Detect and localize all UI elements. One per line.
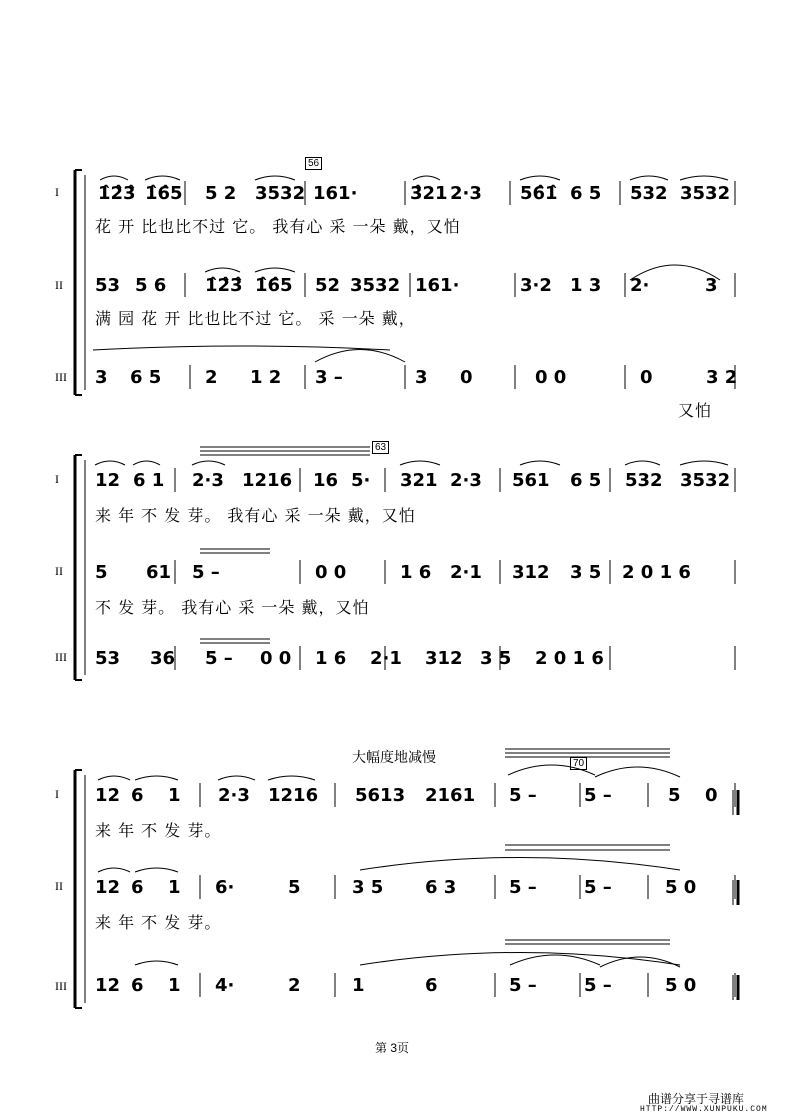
short-slur: [133, 461, 160, 465]
note-group: 6·: [215, 877, 235, 898]
note-group: 0 0: [315, 562, 347, 583]
part-label: II: [55, 564, 63, 578]
note-group: 1̂6̂5: [255, 275, 293, 296]
part-label: II: [55, 879, 63, 893]
lyric-line: 花 开 比也比不过 它。 我有心 采 一朵 戴，又怕: [95, 217, 461, 236]
note-group: 16: [313, 470, 339, 491]
note-group: 5 2: [205, 183, 237, 204]
note-group: 52: [315, 275, 341, 296]
slur: [315, 350, 405, 363]
note-group: 3 2: [706, 367, 738, 388]
note-group: 161·: [415, 275, 460, 296]
note-group: 161·: [313, 183, 358, 204]
note-group: 3 5: [480, 648, 512, 669]
note-group: 1216: [268, 785, 319, 806]
lyric-line: 来 年 不 发 芽。: [95, 913, 222, 932]
note-group: 3532: [350, 275, 401, 296]
note-group: 5 0: [665, 975, 697, 996]
note-group: 3 5: [352, 877, 384, 898]
page-number: 第 3页: [375, 1041, 410, 1055]
note-group: 1 2: [250, 367, 282, 388]
note-group: 56̂1̂: [520, 183, 558, 204]
note-group: 2·1: [370, 648, 402, 669]
note-group: 3532: [680, 470, 731, 491]
note-group: 12: [95, 785, 121, 806]
short-slur: [625, 461, 660, 465]
short-slur: [95, 461, 125, 465]
note-group: 2: [205, 367, 218, 388]
note-group: 5 6: [135, 275, 167, 296]
short-slur: [680, 461, 728, 465]
note-group: 3: [95, 367, 108, 388]
note-group: 2 0 1 6: [622, 562, 691, 583]
slur: [360, 858, 680, 871]
note-group: 1 6: [315, 648, 347, 669]
note-group: 6: [131, 877, 144, 898]
note-group: 1: [168, 785, 181, 806]
slur: [93, 346, 390, 350]
note-group: 2·3: [192, 470, 224, 491]
note-group: 5 –: [509, 877, 537, 898]
note-group: 0: [640, 367, 653, 388]
note-group: 1: [168, 975, 181, 996]
note-group: 6: [425, 975, 438, 996]
note-group: 3 5: [570, 562, 602, 583]
note-group: 5 –: [584, 975, 612, 996]
note-group: 3532: [680, 183, 731, 204]
note-group: 1216: [242, 470, 293, 491]
note-group: 53: [95, 648, 121, 669]
part-label: I: [55, 185, 59, 199]
rehearsal-mark: 56: [305, 157, 322, 170]
lyric-line: 不 发 芽。 我有心 采 一朵 戴，又怕: [95, 598, 370, 617]
rehearsal-mark: 70: [570, 757, 587, 770]
short-slur: [98, 868, 130, 872]
note-group: 2·1: [450, 562, 482, 583]
footer-site: HTTP://WWW.XUNPUKU.COM: [640, 1105, 768, 1114]
note-group: 0 0: [535, 367, 567, 388]
note-group: 0: [460, 367, 473, 388]
note-group: 6 3: [425, 877, 457, 898]
part-label: III: [55, 650, 67, 664]
note-group: 5: [288, 877, 301, 898]
note-group: 3·2: [520, 275, 552, 296]
slur: [360, 953, 680, 966]
footer-credit: 曲谱分享于寻谱库: [648, 1092, 745, 1106]
note-group: 5613: [355, 785, 406, 806]
short-slur: [520, 176, 560, 180]
note-group: 321: [400, 470, 438, 491]
short-slur: [205, 268, 240, 272]
note-group: 6 1: [133, 470, 165, 491]
note-group: 3: [415, 367, 428, 388]
note-group: 4·: [215, 975, 235, 996]
lyric-line: 来 年 不 发 芽。: [95, 821, 222, 840]
short-slur: [218, 776, 255, 780]
part-label: I: [55, 787, 59, 801]
note-group: 1: [352, 975, 365, 996]
part-label: III: [55, 979, 67, 993]
short-slur: [135, 868, 178, 872]
short-slur: [192, 461, 225, 465]
lyric-line: 满 园 花 开 比也比不过 它。 采 一朵 戴，: [95, 309, 416, 328]
note-group: 1̂2̂3̂: [98, 183, 136, 204]
note-group: 5·: [351, 470, 371, 491]
note-group: 61: [146, 562, 172, 583]
note-group: 5: [95, 562, 108, 583]
note-group: 2·: [630, 275, 650, 296]
note-group: 532: [630, 183, 668, 204]
note-group: 0 0: [260, 648, 292, 669]
note-group: 1̂6̂5: [145, 183, 183, 204]
rehearsal-mark: 63: [372, 441, 389, 454]
note-group: 2·3: [218, 785, 250, 806]
note-group: 3 –: [315, 367, 343, 388]
note-group: 1: [168, 877, 181, 898]
note-group: 561: [512, 470, 550, 491]
short-slur: [400, 461, 440, 465]
note-group: 5 –: [192, 562, 220, 583]
note-group: 5 –: [509, 975, 537, 996]
note-group: 12: [95, 470, 121, 491]
part-label: III: [55, 370, 67, 384]
short-slur: [680, 176, 728, 180]
note-group: 5 –: [205, 648, 233, 669]
note-group: 312: [512, 562, 550, 583]
lyric-line: 来 年 不 发 芽。 我有心 采 一朵 戴，又怕: [95, 506, 416, 525]
note-group: 5 –: [509, 785, 537, 806]
short-slur: [145, 176, 180, 180]
slur: [510, 955, 600, 965]
note-group: 2·3: [450, 470, 482, 491]
part-label: I: [55, 472, 59, 486]
tempo-direction: 大幅度地减慢: [352, 750, 436, 766]
short-slur: [413, 176, 440, 180]
note-group: 2161: [425, 785, 476, 806]
short-slur: [268, 776, 315, 780]
note-group: 5 –: [584, 785, 612, 806]
note-group: 5 –: [584, 877, 612, 898]
part-label: II: [55, 278, 63, 292]
short-slur: [100, 176, 128, 180]
short-slur: [135, 961, 178, 965]
lyric-line: 又怕: [678, 401, 713, 420]
note-group: 312: [425, 648, 463, 669]
slur: [600, 957, 680, 967]
note-group: 3̂21: [410, 183, 448, 204]
note-group: 1̂2̂3̂: [205, 275, 243, 296]
note-group: 3532: [255, 183, 306, 204]
short-slur: [255, 176, 295, 180]
note-group: 36: [150, 648, 176, 669]
short-slur: [630, 176, 668, 180]
note-group: 6 5: [570, 183, 602, 204]
note-group: 532: [625, 470, 663, 491]
note-group: 12: [95, 975, 121, 996]
note-group: 1 3: [570, 275, 602, 296]
note-group: 6: [131, 785, 144, 806]
short-slur: [98, 776, 130, 780]
note-group: 6 5: [570, 470, 602, 491]
short-slur: [520, 461, 560, 465]
note-group: 2·3: [450, 183, 482, 204]
note-group: 3: [705, 275, 718, 296]
note-group: 5: [668, 785, 681, 806]
short-slur: [255, 268, 295, 272]
note-group: 12: [95, 877, 121, 898]
note-group: 6 5: [130, 367, 162, 388]
short-slur: [135, 776, 178, 780]
note-group: 1 6: [400, 562, 432, 583]
note-group: 5 0: [665, 877, 697, 898]
slur: [595, 767, 680, 777]
note-group: 2 0 1 6: [535, 648, 604, 669]
note-group: 6: [131, 975, 144, 996]
note-group: 53: [95, 275, 121, 296]
note-group: 0: [705, 785, 718, 806]
note-group: 2: [288, 975, 301, 996]
